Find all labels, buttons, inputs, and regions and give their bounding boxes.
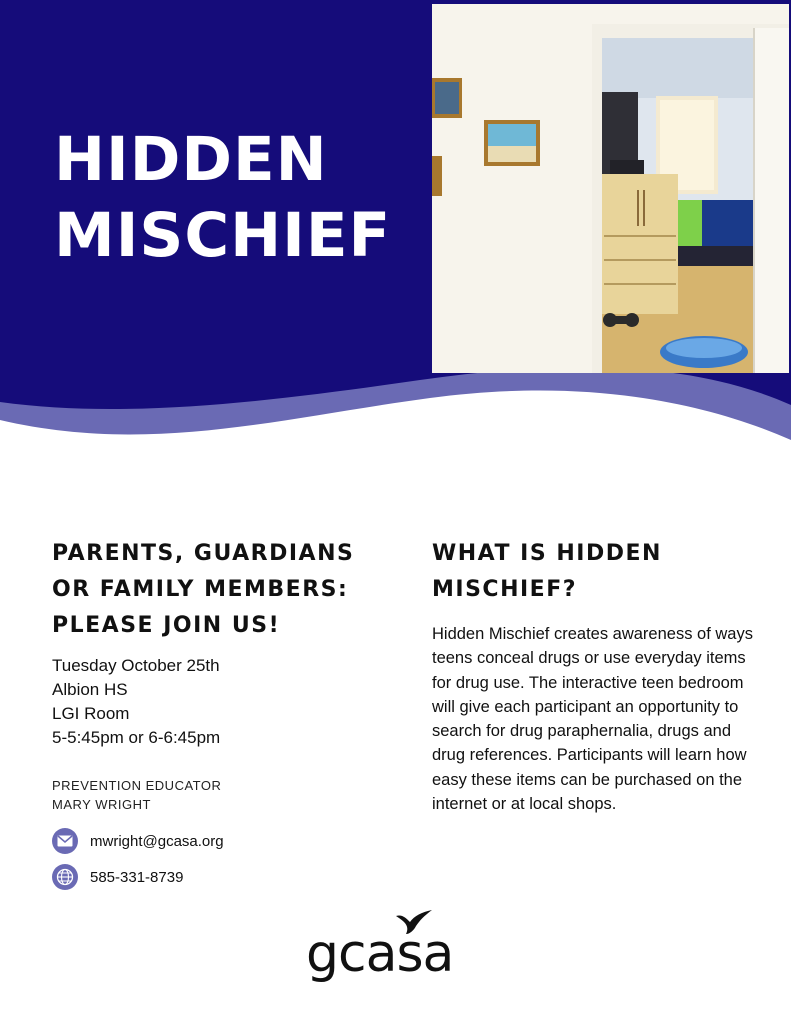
globe-icon (52, 864, 78, 890)
about-description: Hidden Mischief creates awareness of ways teens conceal drugs or use everyday items for drug use. The interactive teen bedroom will give each participant an opportunity to search for drug paraphernalia, drugs and drug references. Participants will learn how easy these items can be purchased on the internet or at local shops. (432, 625, 753, 814)
event-heading (52, 536, 402, 644)
educator-role: PREVENTION EDUCATOR (52, 778, 222, 793)
phone-number[interactable]: 585-331-8739 (90, 868, 184, 886)
title-line-2: MISCHIEF (54, 200, 392, 271)
about-heading (432, 536, 762, 608)
event-heading-line-2: OR FAMILY MEMBERS: (52, 577, 349, 602)
contact-phone (52, 864, 402, 890)
bedroom-photo (432, 4, 789, 373)
title-line-1: HIDDEN (54, 124, 328, 195)
event-location: Albion HS (52, 680, 128, 699)
about-heading-line-2: MISCHIEF? (432, 577, 577, 602)
event-times: 5-5:45pm or 6-6:45pm (52, 728, 221, 747)
about-heading-line-1: WHAT IS HIDDEN (432, 541, 662, 566)
event-room: LGI Room (52, 704, 130, 723)
event-heading-line-3: PLEASE JOIN US! (52, 613, 281, 638)
gcasa-logo (306, 910, 486, 982)
contact-email (52, 828, 402, 854)
event-details-section (52, 536, 402, 890)
event-date: Tuesday October 25th (52, 656, 220, 675)
event-heading-line-1: PARENTS, GUARDIANS (52, 541, 355, 566)
educator-name: MARY WRIGHT (52, 797, 151, 812)
educator-info (52, 776, 402, 814)
logo-text: gcasa (306, 924, 454, 984)
envelope-icon (52, 828, 78, 854)
email-link[interactable]: mwright@gcasa.org (90, 832, 224, 850)
about-section (432, 536, 762, 816)
main-title (54, 122, 391, 274)
event-details (52, 654, 402, 750)
